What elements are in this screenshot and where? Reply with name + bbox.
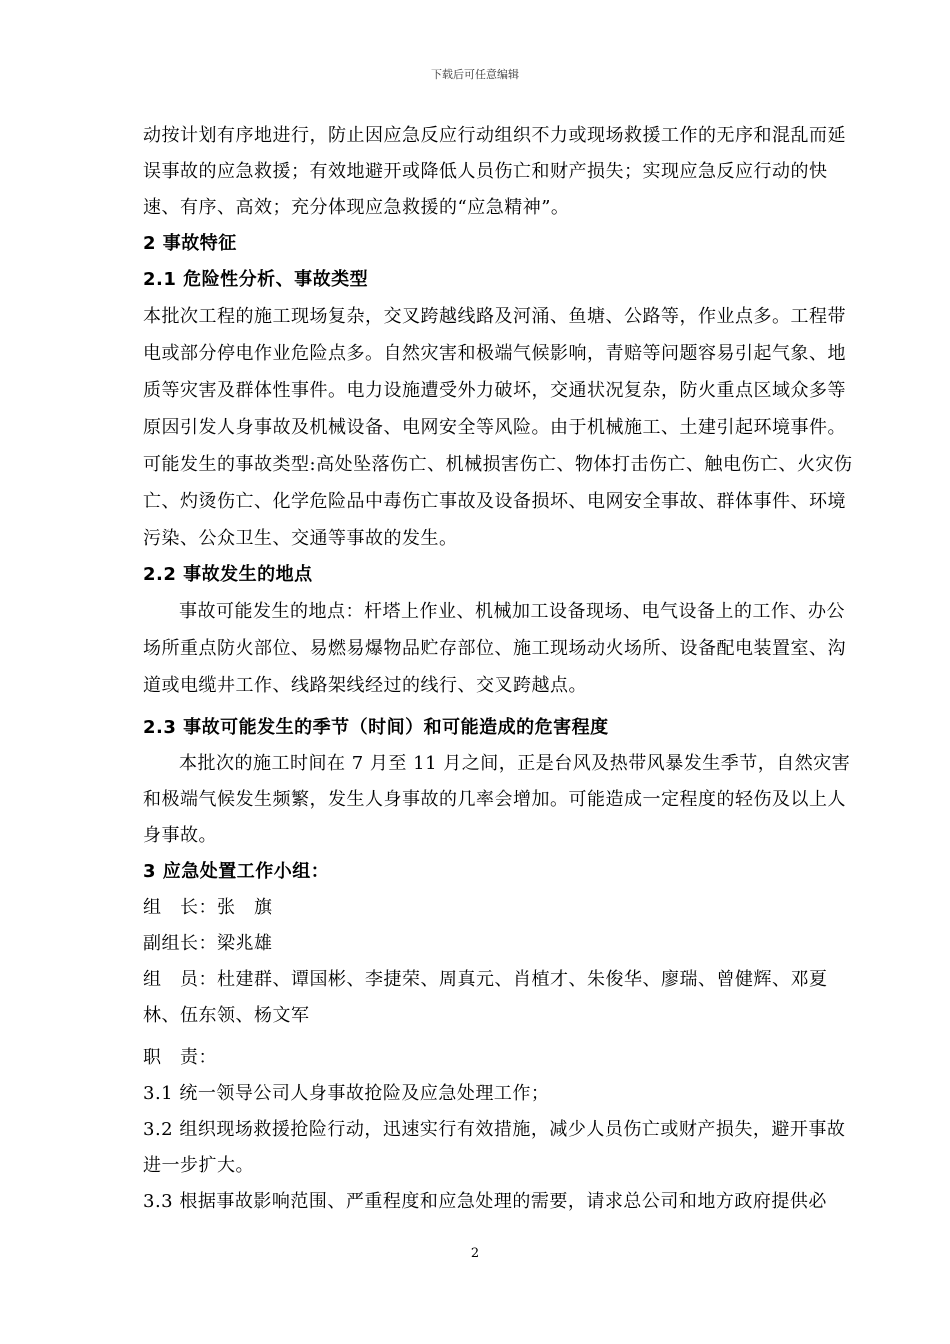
- heading-2-1: 2.1 危险性分析、事故类型: [143, 269, 369, 290]
- page-header-note: 下载后可任意编辑: [431, 68, 519, 81]
- duty-3-3: 3.3 根据事故影响范围、严重程度和应急处理的需要，请求总公司和地方政府提供必: [143, 1191, 827, 1212]
- heading-section-3: 3 应急处置工作小组：: [143, 861, 330, 882]
- heading-section-2: 2 事故特征: [143, 233, 237, 254]
- paragraph-locations: 事故可能发生的地点：杆塔上作业、机械加工设备现场、电气设备上的工作、办公场所重点防火部位、易燃易爆物品贮存部位、施工现场动火场所、设备配电装置室、沟道或电缆井工作、线路架线经过的线行、交叉跨越点。: [143, 601, 846, 696]
- team-deputy-leader: 副组长：梁兆雄: [143, 933, 273, 954]
- paragraph-intro: 动按计划有序地进行，防止因应急反应行动组织不力或现场救援工作的无序和混乱而延误事故的应急救援；有效地避开或降低人员伤亡和财产损失；实现应急反应行动的快速、有序、高效；充分体现应急救援的“应急精神”。: [143, 125, 846, 218]
- duty-3-1: 3.1 统一领导公司人身事故抢险及应急处理工作；: [143, 1083, 550, 1104]
- paragraph-season: 本批次的施工时间在 7 月至 11 月之间，正是台风及热带风暴发生季节，自然灾害和极端气候发生频繁，发生人身事故的几率会增加。可能造成一定程度的轻伤及以上人身事故。: [143, 753, 851, 846]
- team-members: 组 员：杜建群、谭国彬、李捷荣、周真元、肖植才、朱俊华、廖瑞、曾健辉、邓夏林、伍东领、杨文军: [143, 969, 828, 1026]
- page-number: 2: [470, 1246, 480, 1261]
- duties-label: 职 责：: [143, 1047, 217, 1068]
- team-leader: 组 长：张 旗: [143, 897, 273, 918]
- paragraph-site-analysis: 本批次工程的施工现场复杂，交叉跨越线路及河涌、鱼塘、公路等，作业点多。工程带电或部分停电作业危险点多。自然灾害和极端气候影响，青赔等问题容易引起气象、地质等灾害及群体性事件。电力设施遭受外力破坏，交通状况复杂，防火重点区域众多等原因引发人身事故及机械设备、电网安全等风险。由于机械施工、土建引起环境事件。: [143, 306, 846, 438]
- document-body: [143, 118, 855, 1220]
- paragraph-accident-types: 可能发生的事故类型:高处坠落伤亡、机械损害伤亡、物体打击伤亡、触电伤亡、火灾伤亡、灼烫伤亡、化学危险品中毒伤亡事故及设备损坏、电网安全事故、群体事件、环境污染、公众卫生、交通等事故的发生。: [143, 454, 853, 549]
- heading-2-2: 2.2 事故发生的地点: [143, 564, 313, 585]
- duty-3-2: 3.2 组织现场救援抢险行动，迅速实行有效措施，减少人员伤亡或财产损失，避开事故进一步扩大。: [143, 1119, 846, 1176]
- heading-2-3: 2.3 事故可能发生的季节（时间）和可能造成的危害程度: [143, 717, 609, 738]
